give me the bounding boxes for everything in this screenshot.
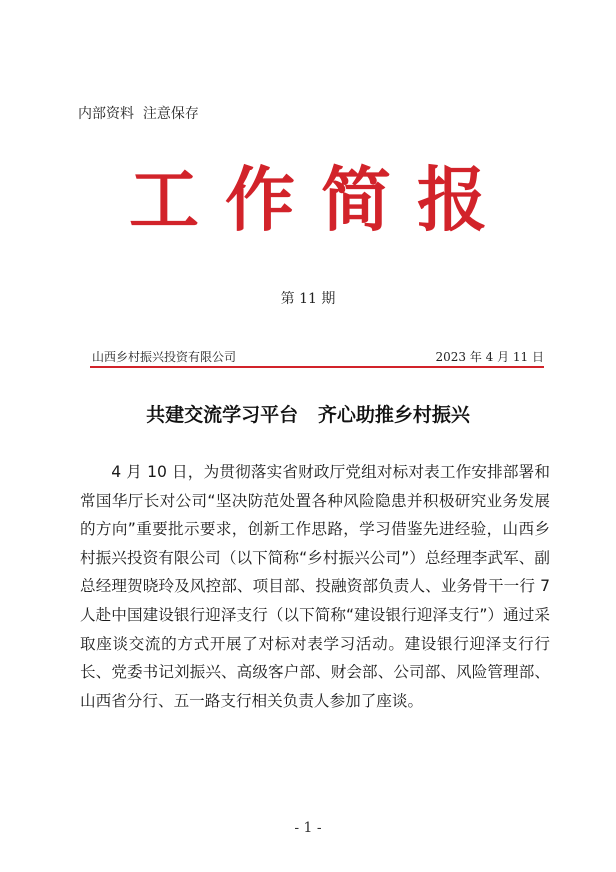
issue-date: 2023 年 4 月 11 日 (435, 350, 544, 364)
issue-number: 第 11 期 (280, 291, 336, 307)
page-number: - 1 - (294, 820, 322, 836)
masthead-char: 工 (129, 158, 199, 241)
sender-organization: 山西乡村振兴投资有限公司 (92, 350, 237, 364)
masthead-char: 作 (225, 158, 295, 241)
masthead-title (0, 160, 616, 240)
article-paragraph: 4 月 10 日，为贯彻落实省财政厅党组对标对表工作安排部署和常国华厅长对公司“坚决防范处置各种风险隐患并积极研究业务发展的方向”重要批示要求，创新工作思路，学习借鉴先进经验，山西乡村振兴投资有限公司（以下简称“乡村振兴公司”）总经理李武军、副总经理贺晓玲及风控部、项目部、投融资部负责人、业务骨干一行 7 人赴中国建设银行迎泽支行（以下简称“建设银行迎泽支行”）通过采取座谈交流的方式开展了对标对表学习活动。建设银行迎泽支行行长、党委书记刘振兴、高级客户部、财会部、公司部、风险管理部、山西省分行、五一路支行相关负责人参加了座谈。 (80, 463, 550, 710)
sender-date-row (92, 348, 544, 366)
masthead-char: 简 (321, 158, 391, 241)
masthead-char: 报 (417, 158, 487, 241)
red-separator-line (90, 366, 544, 368)
article-title: 共建交流学习平台 齐心助推乡村振兴 (146, 404, 470, 426)
confidential-note: 内部资料 注意保存 (78, 106, 199, 122)
